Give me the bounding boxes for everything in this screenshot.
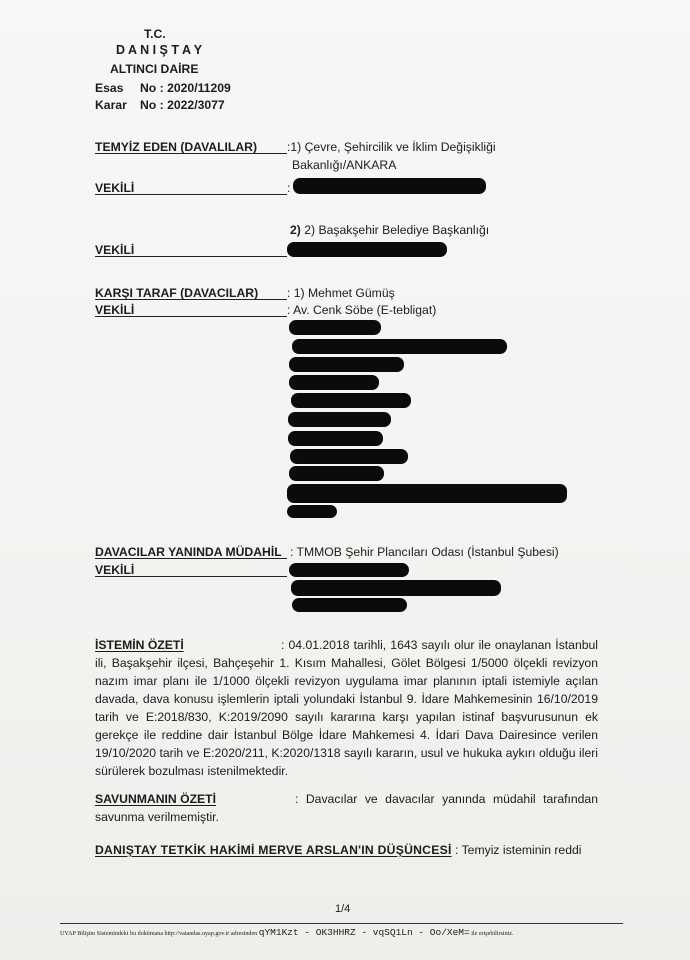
temyiz-party1-line2: Bakanlığı/ANKARA: [292, 158, 397, 172]
underline-rule: [95, 256, 287, 257]
dusunce-paragraph: [95, 841, 598, 859]
header-court: D A N I Ş T A Y: [116, 43, 203, 57]
header-tc: T.C.: [144, 27, 166, 41]
vekili-label-4: VEKİLİ: [95, 563, 135, 577]
savunma-ozeti-paragraph: [95, 790, 598, 826]
mudahil-label: DAVACILAR YANINDA MÜDAHİL: [95, 545, 282, 559]
temyiz-party1-line1: :1) Çevre, Şehircilik ve İklim Değişikliği: [287, 140, 496, 154]
karar-number: No : 2022/3077: [140, 98, 225, 112]
redaction-block: [287, 242, 447, 257]
karsi-party1: : 1) Mehmet Gümüş: [287, 286, 395, 300]
redaction-block: [291, 580, 501, 596]
underline-rule: [95, 299, 287, 300]
redaction-block: [289, 466, 384, 481]
istem-ozeti-paragraph: [95, 636, 598, 780]
vekili-label-2: VEKİLİ: [95, 243, 135, 257]
redaction-block: [289, 563, 409, 577]
vekili-label-1: VEKİLİ: [95, 181, 135, 195]
vekili-label-3: VEKİLİ: [95, 303, 135, 317]
footer-text: UYAP Bilişim Sistemindeki bu dokümana http://vatandas.uyap.gov.tr adresinden qYM1Kzt - OK3HHRZ - vqSQ1Ln - Oo/XeM= ile erişebilirsiniz.: [60, 927, 514, 938]
redaction-block: [289, 357, 404, 372]
underline-rule: [95, 153, 287, 154]
vekili-colon-1: :: [287, 181, 291, 195]
underline-rule: [95, 576, 287, 577]
redaction-block: [292, 598, 407, 612]
mudahil-party: : TMMOB Şehir Plancıları Odası (İstanbul Şubesi): [290, 545, 559, 559]
savunma-text: : Davacılar ve davacılar yanında müdahil tarafından savunma verilmemiştir.: [95, 792, 598, 824]
redaction-block: [290, 449, 408, 464]
verification-code: qYM1Kzt - OK3HHRZ - vqSQ1Ln - Oo/XeM=: [258, 927, 470, 938]
dusunce-text: : Temyiz isteminin reddi: [455, 843, 582, 857]
istem-text: : 04.01.2018 tarihli, 1643 sayılı olur ile onaylanan İstanbul ili, Başakşehir ilçesi, Bahçeşehir 1. Kısım Mahallesi, Gölet Bölgesi 1/5000 ölçekli revizyon nazım imar planı ile 1/1000 ölçekli revizyon uygulama imar planının iptali istemiyle açılan davada, dava konusu işlemlerin iptali yolundaki İstanbul 9. İdare Mahkemesinin 16/10/2019 tarih ve E:2018/830, K:2019/2090 sayılı kararına karşı yapılan istinaf başvurusunun ek gerekçe ile reddine dair İstanbul Bölge İdare Mahkemesi 4. İdari Dava Dairesince verilen 19/10/2020 tarih ve E:2020/211, K:2020/1318 sayılı kararın, usul ve hukuka aykırı olduğu ileri sürülerek bozulması istenilmektedir.: [95, 638, 598, 778]
redaction-block: [293, 178, 486, 194]
temyiz-eden-label: TEMYİZ EDEN (DAVALILAR): [95, 140, 258, 154]
karsi-taraf-label: KARŞI TARAF (DAVACILAR): [95, 286, 259, 300]
istem-label: İSTEMİN ÖZETİ: [95, 638, 184, 652]
redaction-block: [292, 339, 507, 354]
redaction-block: [289, 320, 381, 335]
redaction-block: [287, 484, 567, 503]
dusunce-label: DANIŞTAY TETKİK HAKİMİ MERVE ARSLAN'IN DÜŞÜNCESİ: [95, 843, 452, 857]
esas-number: No : 2020/11209: [140, 81, 231, 95]
temyiz-party2: 2) 2) Başakşehir Belediye Başkanlığı: [290, 223, 490, 237]
underline-rule: [95, 558, 287, 559]
redaction-block: [291, 393, 411, 408]
footer-rule: [60, 923, 623, 924]
savunma-label: SAVUNMANIN ÖZETİ: [95, 792, 216, 806]
esas-label: Esas: [95, 81, 124, 95]
underline-rule: [95, 316, 287, 317]
karar-label: Karar: [95, 98, 127, 112]
redaction-block: [288, 412, 391, 427]
redaction-block: [288, 431, 383, 446]
redaction-block: [289, 375, 379, 390]
header-chamber: ALTINCI DAİRE: [110, 62, 199, 76]
redaction-block: [287, 505, 337, 518]
underline-rule: [95, 194, 287, 195]
karsi-vekil: : Av. Cenk Söbe (E-tebligat): [287, 303, 437, 317]
page-number: 1/4: [335, 903, 351, 915]
